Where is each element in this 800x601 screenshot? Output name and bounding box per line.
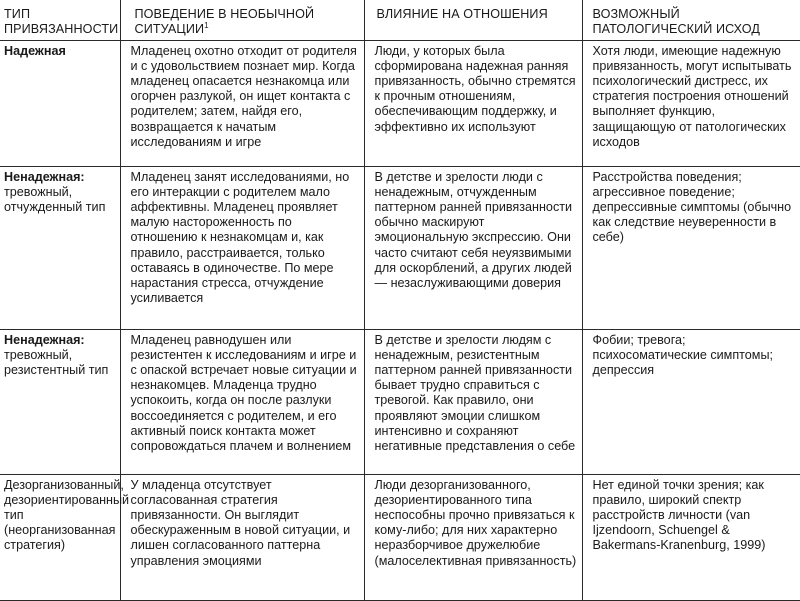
type-label: Надежная [4, 43, 66, 58]
cell-influence: В детстве и зрелости люди с ненадежным, отчужденным паттерном ранней привязанности обычно маскируют эмоциональную экспрессию. Они часто считают себя неуязвимыми для оскорблений, а других людей — незаслуживающими доверия [364, 166, 582, 329]
header-behavior: ПОВЕДЕНИЕ В НЕОБЫЧНОЙ СИТУАЦИИ$^1$ [120, 0, 364, 40]
cell-outcome: Нет единой точки зрения; как правило, широкий спектр расстройств личности (van Ijzendoorn, Schuengel & Bakermans-Kranenburg, 1999) [582, 474, 800, 600]
table-header-row [0, 0, 800, 40]
type-subtype: тревожный, отчужденный тип [4, 184, 106, 214]
cell-influence: Люди дезорганизованного, дезориентированного типа неспособны прочно привязаться к кому-либо; для них характерно неразборчивое дружелюбие (малоселективная привязанность) [364, 474, 582, 600]
type-label: Ненадежная: [4, 169, 85, 184]
header-influence: ВЛИЯНИЕ НА ОТНОШЕНИЯ [364, 0, 582, 40]
cell-outcome: Фобии; тревога; психосоматические симптомы; депрессия [582, 329, 800, 474]
cell-attachment-type [0, 40, 120, 166]
cell-outcome: Расстройства поведения; агрессивное поведение; депрессивные симптомы (обычно как следствие неуверенности в себе) [582, 166, 800, 329]
table-row [0, 40, 800, 166]
cell-attachment-type [0, 166, 120, 329]
cell-outcome: Хотя люди, имеющие надежную привязанность, могут испытывать психологический дистресс, их стратегия построения отношений выполняет функцию, защищающую от патологических исходов [582, 40, 800, 166]
cell-attachment-type [0, 474, 130, 600]
table-row [0, 166, 800, 329]
type-subtype: тревожный, резистентный тип [4, 347, 109, 377]
cell-attachment-type [0, 329, 120, 474]
cell-influence: В детстве и зрелости людям с ненадежным, резистентным паттерном ранней привязанности бывает трудно справиться с тревогой. Как правило, они проявляют эмоции слишком интенсивно и сохраняют негативные представления о себе [364, 329, 582, 474]
type-label: Ненадежная: [4, 332, 85, 347]
cell-behavior: Младенец охотно отходит от родителя и с удовольствием познает мир. Когда младенец опасается незнакомца или огорчен разлукой, он ищет контакта с родителем; затем, найдя его, возвращается к начатым исследованиям и игре [120, 40, 364, 166]
cell-behavior: Младенец занят исследованиями, но его интеракции с родителем мало аффективны. Младенец проявляет малую настороженность по отношению к незнакомцам и, как правило, расстраивается, только оставаясь в одиночестве. По мере нарастания стресса, отчуждение усиливается [120, 166, 364, 329]
cell-influence: Люди, у которых была сформирована надежная ранняя привязанность, обычно стремятся к прочным отношениям, обеспечивающим поддержку, и эффективно их используют [364, 40, 582, 166]
type-subtype: Дезорганизованный, дезориентированный тип (неорганизованная стратегия) [4, 477, 130, 553]
table-row [0, 474, 800, 600]
cell-behavior: Младенец равнодушен или резистентен к исследованиям и игре и с опаской встречает новые ситуации и незнакомцев. Младенца трудно успокоить, когда он после разлуки воссоединяется с родителем, и его активный поиск контакта может сопровождаться плачем и волнением [120, 329, 364, 474]
cell-behavior: У младенца отсутствует согласованная стратегия привязанности. Он выглядит обескураженным в новой ситуации, и лишен согласованного паттерна управления эмоциями [120, 474, 364, 600]
table-row [0, 329, 800, 474]
header-attachment-type: ТИП ПРИВЯЗАННОСТИ [4, 7, 119, 36]
footnote-marker: 1 [204, 20, 209, 30]
header-outcome: ВОЗМОЖНЫЙ ПАТОЛОГИЧЕСКИЙ ИСХОД [582, 0, 800, 40]
